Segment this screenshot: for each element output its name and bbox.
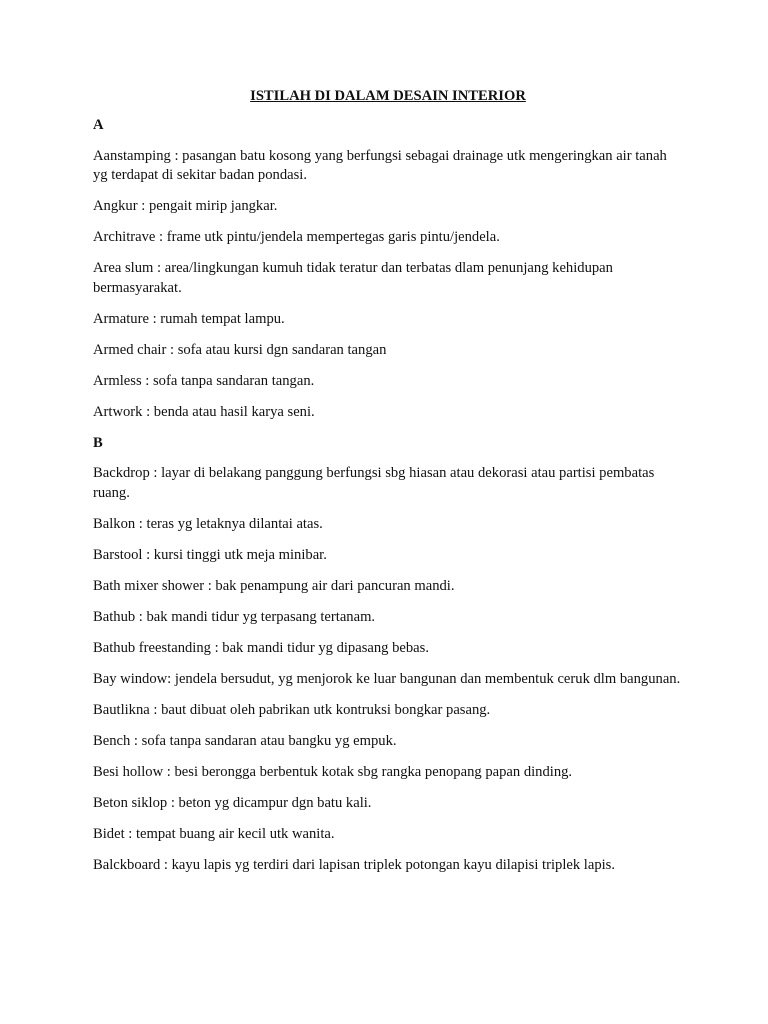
glossary-entry: Bathub freestanding : bak mandi tidur yg dipasang bebas.: [93, 639, 429, 656]
glossary-entry: Armature : rumah tempat lampu.: [93, 310, 285, 327]
glossary-entry: Bath mixer shower : bak penampung air dari pancuran mandi.: [93, 577, 455, 594]
glossary-entry: Balckboard : kayu lapis yg terdiri dari lapisan triplek potongan kayu dilapisi triplek lapis.: [93, 856, 616, 873]
glossary-entry: Beton siklop : beton yg dicampur dgn batu kali.: [93, 794, 372, 811]
glossary-entry: Artwork : benda atau hasil karya seni.: [93, 403, 315, 420]
glossary-entry: Aanstamping : pasangan batu kosong yang berfungsi sebagai drainage utk mengeringkan air tanah yg terdapat di sekitar badan pondasi.: [93, 147, 667, 183]
glossary-entry: Backdrop : layar di belakang panggung berfungsi sbg hiasan atau dekorasi atau partisi pembatas ruang.: [93, 465, 655, 501]
glossary-entry: Barstool : kursi tinggi utk meja minibar.: [93, 546, 327, 563]
section-heading-b: B: [93, 434, 103, 451]
glossary-entry: Bidet : tempat buang air kecil utk wanita.: [93, 825, 335, 842]
glossary-entry: Armed chair : sofa atau kursi dgn sandaran tangan: [93, 341, 387, 358]
glossary-entry: Bench : sofa tanpa sandaran atau bangku yg empuk.: [93, 732, 397, 749]
glossary-entry: Architrave : frame utk pintu/jendela mempertegas garis pintu/jendela.: [93, 229, 500, 245]
glossary-entry: Balkon : teras yg letaknya dilantai atas.: [93, 515, 323, 532]
document-body: [93, 86, 683, 887]
section-heading-a: A: [93, 117, 104, 133]
glossary-entry: Bay window: jendela bersudut, yg menjorok ke luar bangunan dan membentuk ceruk dlm bangunan.: [93, 670, 681, 687]
glossary-entry: Besi hollow : besi berongga berbentuk kotak sbg rangka penopang papan dinding.: [93, 763, 573, 780]
glossary-entry: Bautlikna : baut dibuat oleh pabrikan utk kontruksi bongkar pasang.: [93, 701, 491, 718]
glossary-entry: Area slum : area/lingkungan kumuh tidak teratur dan terbatas dlam penunjang kehidupan bermasyarakat.: [93, 260, 613, 296]
glossary-entry: Armless : sofa tanpa sandaran tangan.: [93, 372, 315, 389]
glossary-entry: Angkur : pengait mirip jangkar.: [93, 198, 278, 214]
document-title: ISTILAH DI DALAM DESAIN INTERIOR: [250, 88, 526, 104]
glossary-entry: Bathub : bak mandi tidur yg terpasang tertanam.: [93, 608, 376, 625]
